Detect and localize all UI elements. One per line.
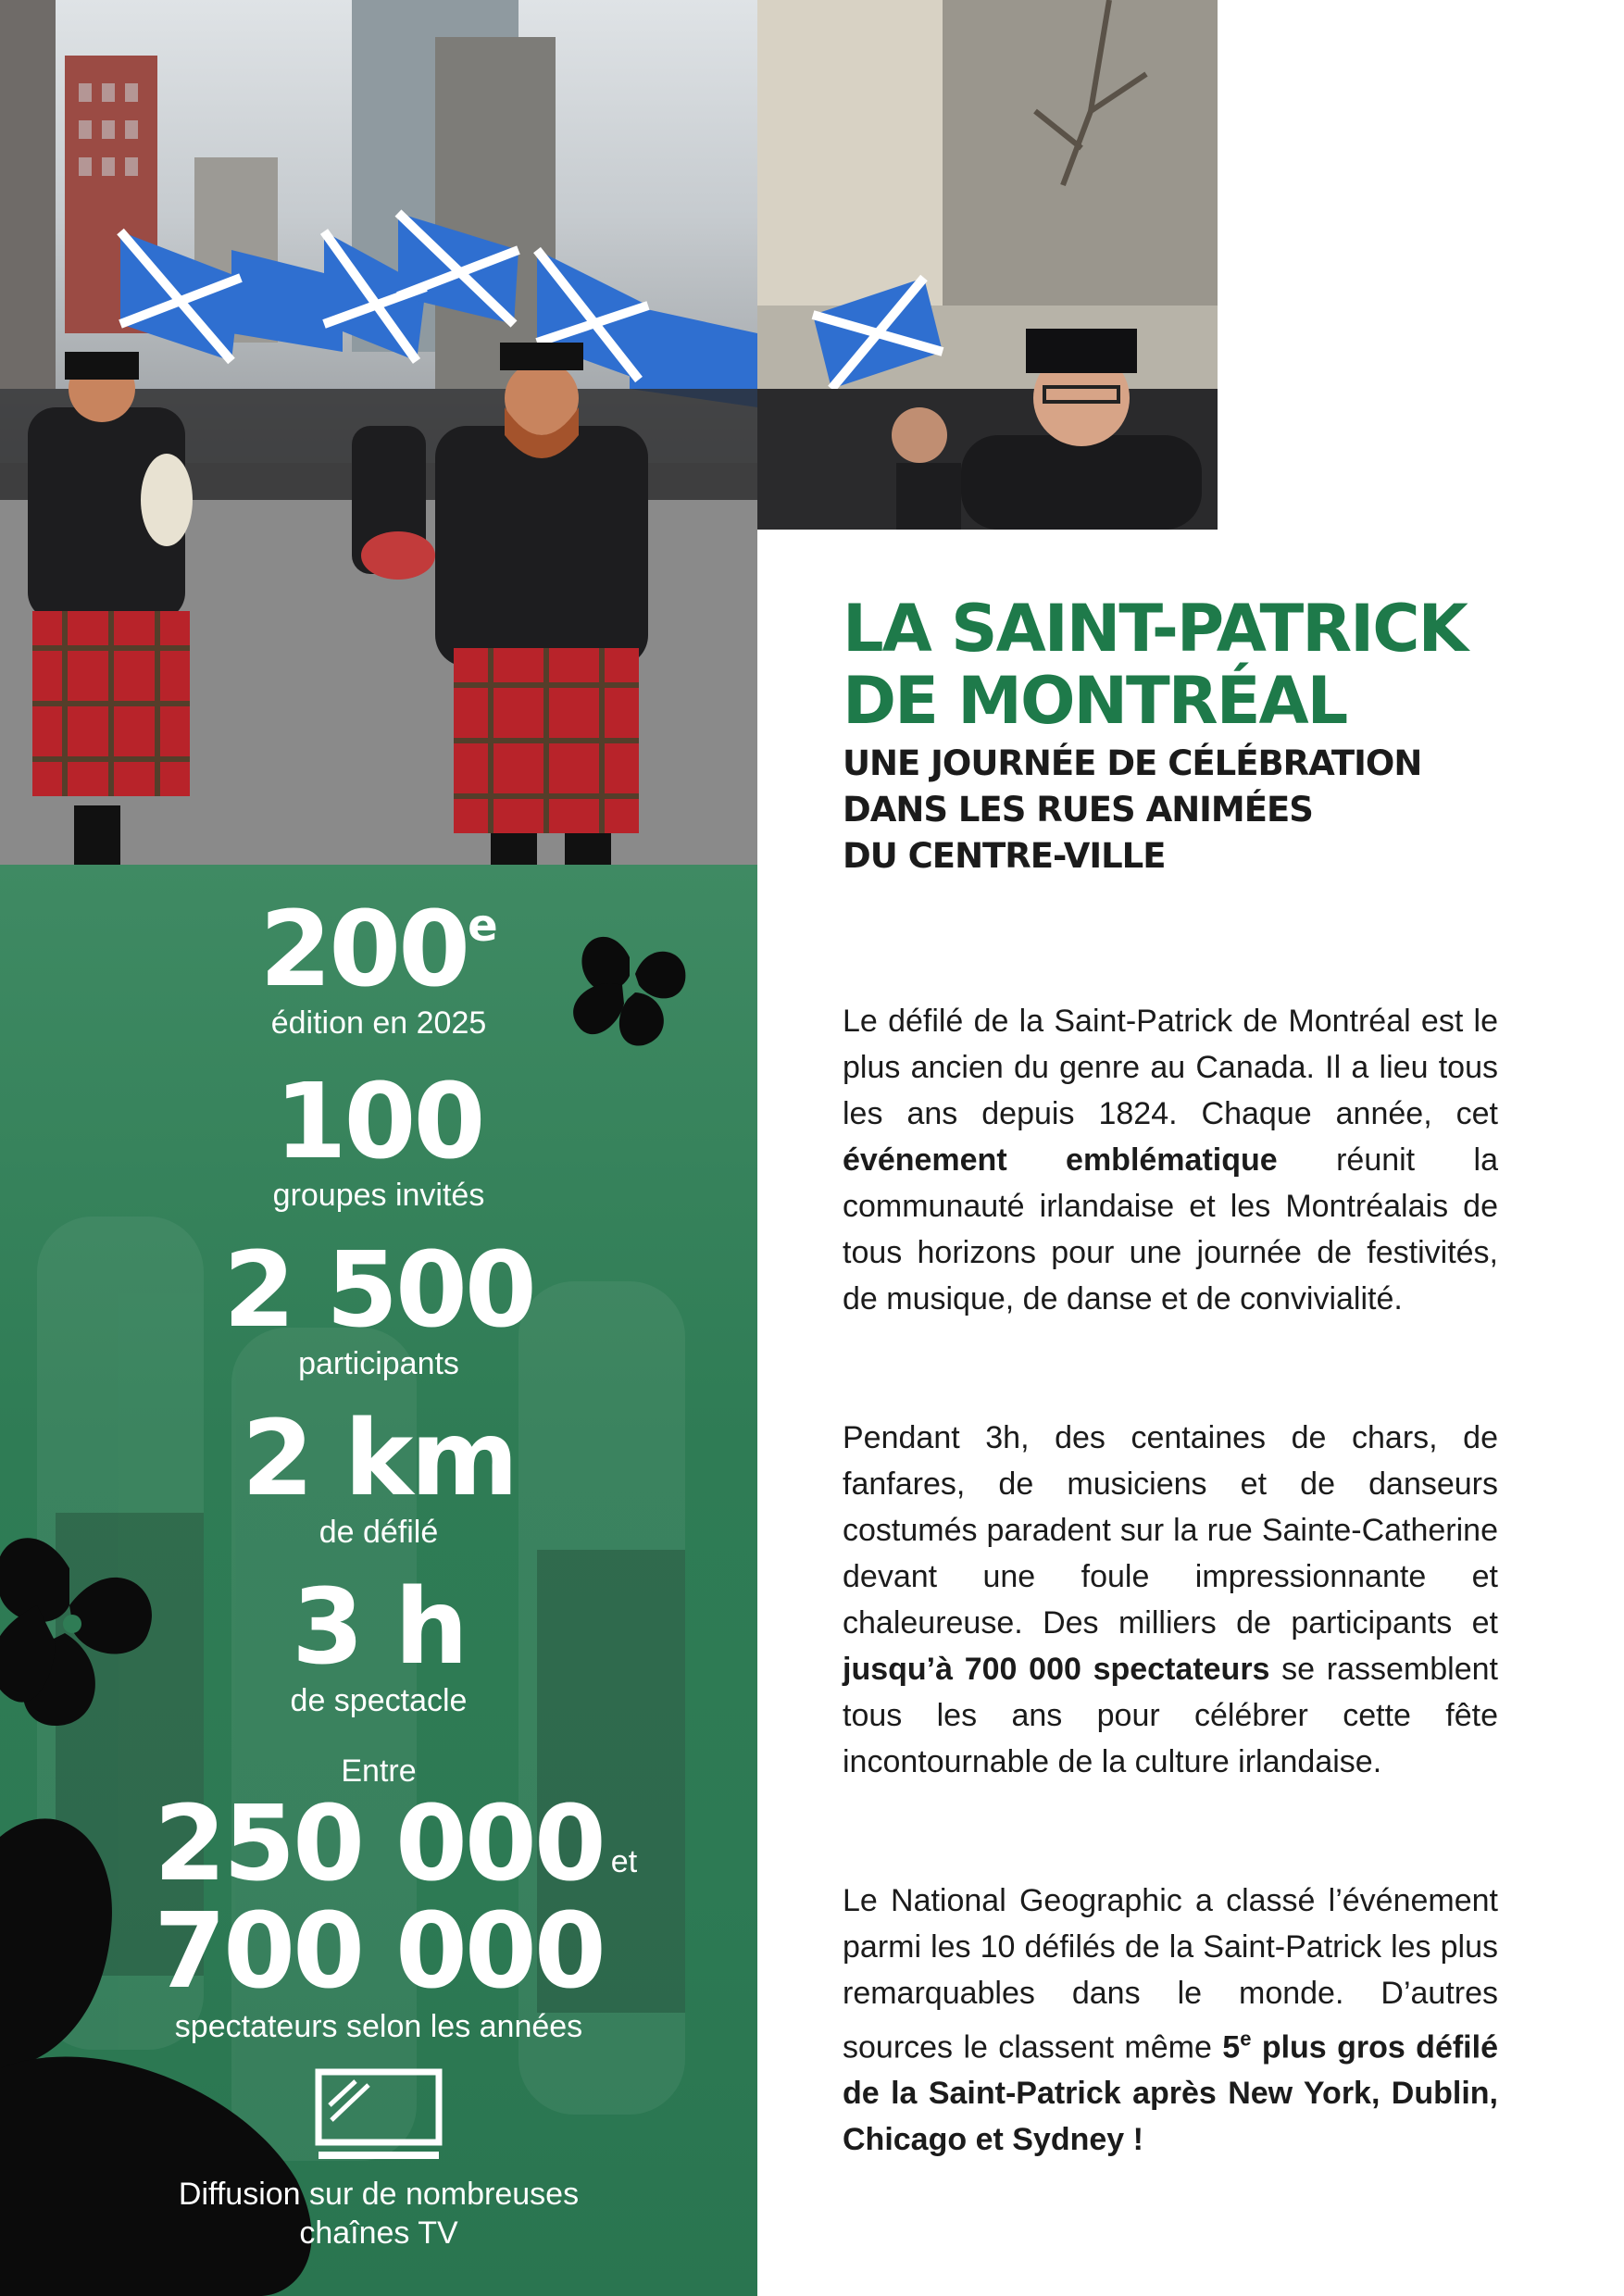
subtitle-line1: UNE JOURNÉE DE CÉLÉBRATION [843,743,1422,783]
spectators-min: 250 000 [154,1784,604,1904]
edition-sup: e [468,900,498,952]
duration-number: 3 h [292,1567,466,1688]
paragraph3-bold-rest: plus gros défilé de la Saint-Patrick après New York, Dublin, Chicago et Sydney ! [843,2029,1498,2158]
subtitle-line3: DU CENTRE-VILLE [843,836,1166,876]
distance-label: de défilé [319,1515,439,1550]
groups-label: groupes invités [272,1178,485,1213]
stat-participants [0,1230,757,1381]
duration-label: de spectacle [290,1683,468,1718]
stat-edition [0,890,757,1041]
paragraph-history [843,998,1498,1322]
paragraph3-bold-sup: e [1240,2028,1252,2051]
paragraph1-bold: événement emblématique [843,1142,1278,1178]
stats-panel [0,865,757,2296]
stat-groups [0,1062,757,1213]
paragraph2-bold: jusqu’à 700 000 spectateurs [843,1652,1270,1687]
paragraph-parade [843,1415,1498,1785]
paragraph3-bold-rank: 5 [1222,2029,1241,2065]
edition-label: édition en 2025 [270,1005,487,1041]
paragraph2-part1: Pendant 3h, des centaines de chars, de fanfares, de musiciens et de danseurs costumés paradent sur la rue Sainte-Catherine devant une foule impressionnante et chaleureuse. Des milliers de participants et [843,1420,1498,1641]
edition-number: 200 [259,890,468,1010]
stat-tv [0,2175,757,2252]
page-subtitle [843,741,1546,880]
stat-duration [0,1567,757,1718]
hero-photo-right [757,0,1218,530]
tv-line1: Diffusion sur de nombreuses [178,2177,580,2212]
participants-label: participants [298,1346,459,1381]
participants-number: 2 500 [223,1230,534,1351]
page-title [843,593,1546,737]
tv-icon [315,2068,443,2165]
paragraph2-part2: se rassemblent tous les ans pour célébrer cette fête incontournable de la culture irlandaise. [843,1652,1498,1779]
paragraph1-part1: Le défilé de la Saint-Patrick de Montréal est le plus ancien du genre au Canada. Il a lieu tous les ans depuis 1824. Chaque année, cet [843,1004,1498,1131]
groups-number: 100 [274,1062,483,1182]
spectators-max: 700 000 [154,1891,604,2012]
tv-line2: chaînes TV [299,2215,458,2251]
title-line2: DE MONTRÉAL [843,663,1347,739]
title-line1: LA SAINT-PATRICK [843,591,1467,667]
paragraph3-part1: Le National Geographic a classé l’événement parmi les 10 défilés de la Saint-Patrick les plus remarquables dans le monde. D’autres sources le classent même [843,1883,1498,2065]
parade-photo-left [0,0,757,865]
paragraph-ranking [843,1878,1498,2163]
between-label: Entre [341,1753,417,1789]
hero-photo [0,0,757,865]
stat-distance [0,1399,757,1550]
spectators-label: spectateurs selon les années [174,2009,583,2044]
paragraph1-part2: réunit la communauté irlandaise et les Montréalais de tous horizons pour une journée de festivités, de musique, de danse et de convivialité. [843,1142,1499,1316]
distance-number: 2 km [241,1399,517,1519]
parade-photo-right [757,0,1218,530]
subtitle-line2: DANS LES RUES ANIMÉES [843,790,1313,830]
and-label: et [610,1844,638,1879]
stat-spectators [0,1755,757,2042]
